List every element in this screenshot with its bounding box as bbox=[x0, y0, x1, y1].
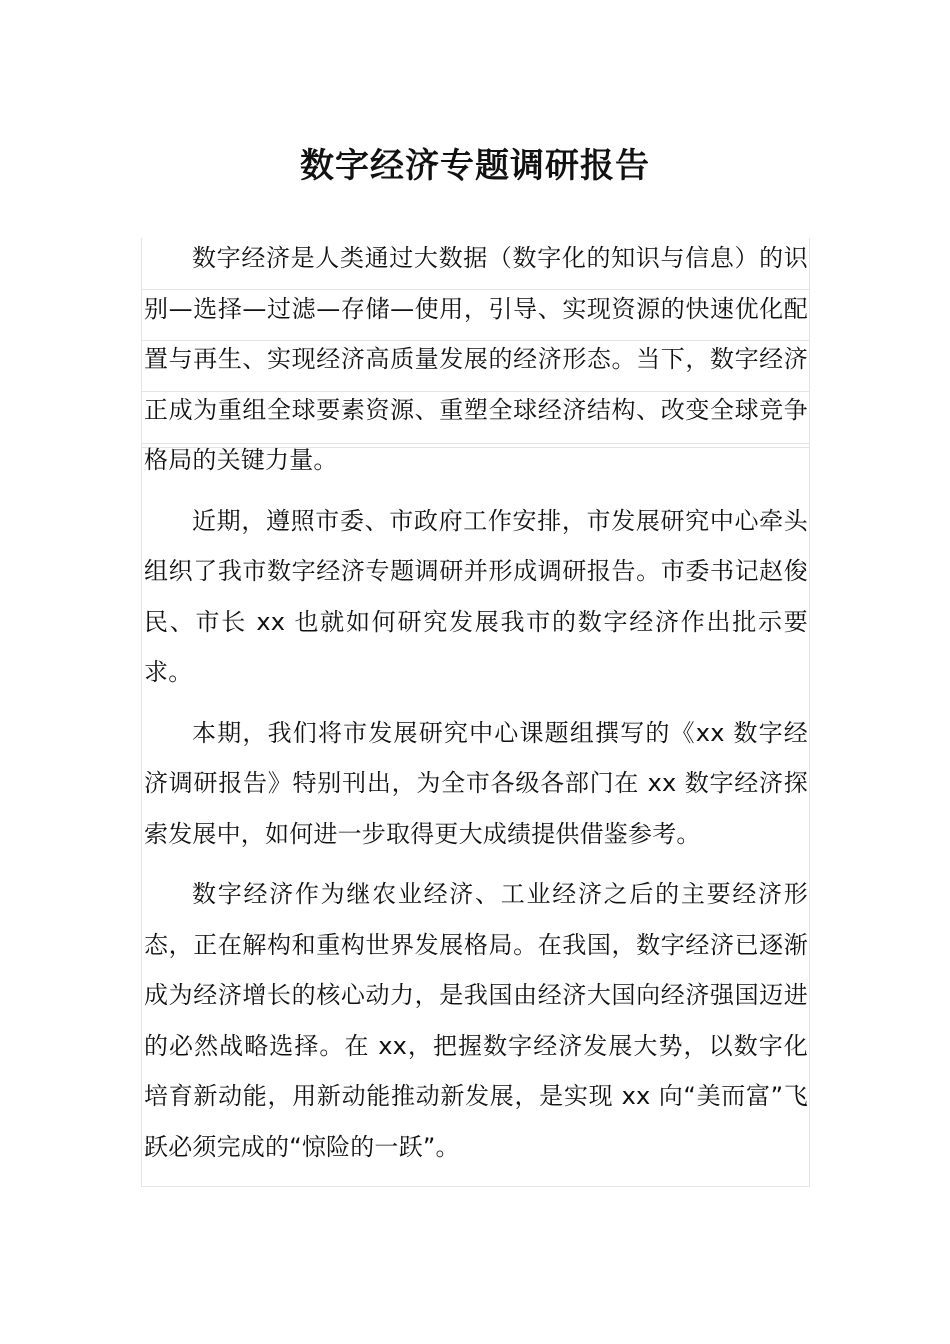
paragraph-publication-note: 本期，我们将市发展研究中心课题组撰写的《xx 数字经济调研报告》特别刊出，为全市各级各部门在 xx 数字经济探索发展中，如何进一步取得更大成绩提供借鉴参考。 bbox=[144, 718, 808, 848]
paragraph-significance: 数字经济作为继农业经济、工业经济之后的主要经济形态，正在解构和重构世界发展格局。在我国，数字经济已逐渐成为经济增长的核心动力，是我国由经济大国向经济强国迈进的必然战略选择。在 xx，把握数字经济发展大势，以数字化培育新动能，用新动能推动新发展，是实现 xx 向“美而富”飞跃必须完成的“惊险的一跃”。 bbox=[144, 880, 808, 1161]
document-body bbox=[144, 233, 808, 1182]
paragraph-background: 近期，遵照市委、市政府工作安排，市发展研究中心牵头组织了我市数字经济专题调研并形成调研报告。市委书记赵俊民、市长 xx 也就如何研究发展我市的数字经济作出批示要求。 bbox=[144, 506, 808, 686]
paragraph-intro: 数字经济是人类通过大数据（数字化的知识与信息）的识别—选择—过滤—存储—使用，引导、实现资源的快速优化配置与再生、实现经济高质量发展的经济形态。当下，数字经济正成为重组全球要素资源、重塑全球经济结构、改变全球竞争格局的关键力量。 bbox=[144, 244, 808, 474]
document-title: 数字经济专题调研报告 bbox=[300, 146, 650, 186]
